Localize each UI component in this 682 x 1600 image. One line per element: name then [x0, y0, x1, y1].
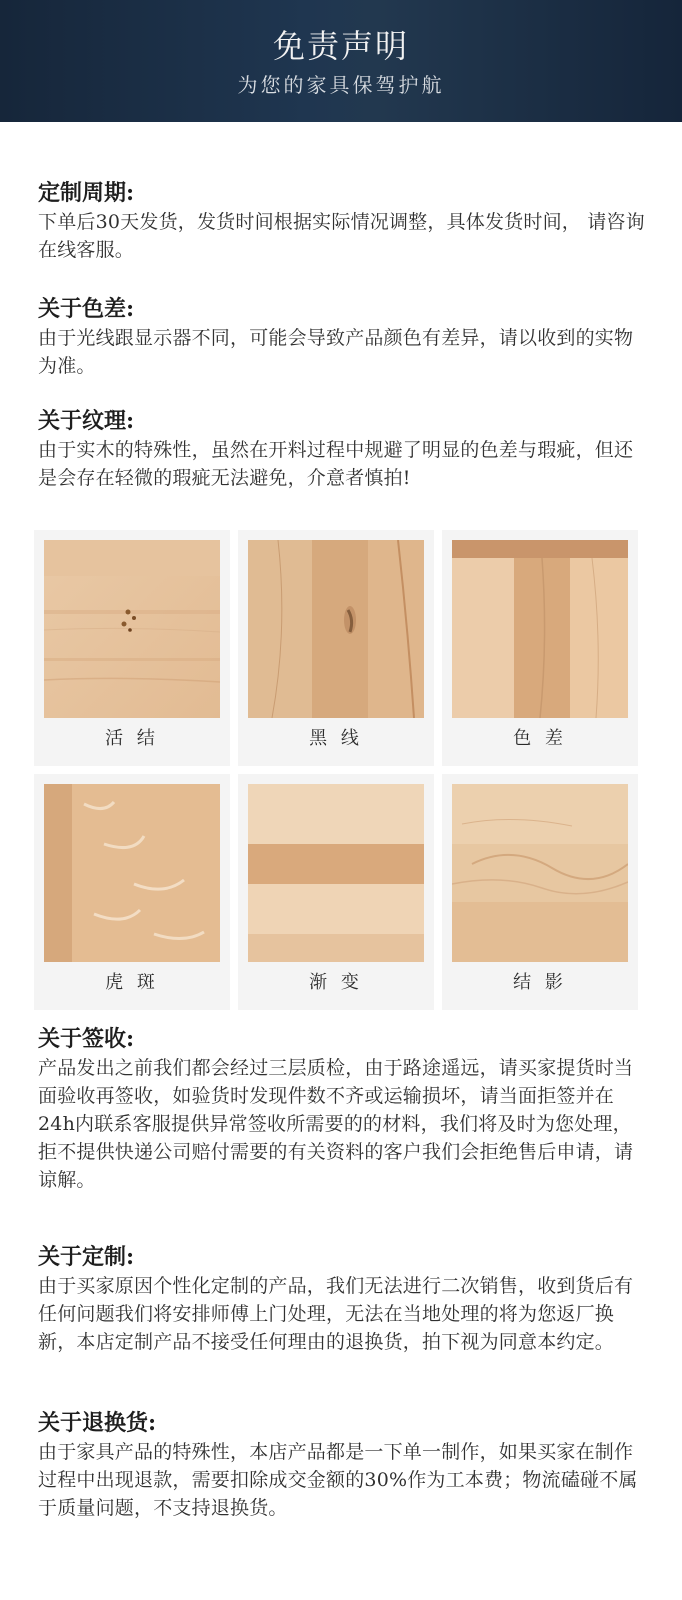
sample-card-color-difference [442, 530, 638, 766]
sample-card-knot-shadow [442, 774, 638, 1010]
section-body: 由于实木的特殊性，虽然在开料过程中规避了明显的色差与瑕疵，但还是会存在轻微的瑕疵无法避免，介意者慎拍! [38, 439, 634, 489]
sample-card-black-line [238, 530, 434, 766]
sample-label: 渐 变 [309, 972, 363, 993]
wood-tiger-stripe-photo [44, 784, 220, 962]
section-body: 产品发出之前我们都会经过三层质检，由于路途遥远，请买家提货时当面验收再签收，如验货时发现件数不齐或运输损坏，请当面拒签并在24h内联系客服提供异常签收所需要的的材料，我们将及时为您处理，拒不提供快递公司赔付需要的有关资料的客户我们会拒绝售后申请，请谅解。 [38, 1057, 634, 1191]
sample-card-tiger-stripe [34, 774, 230, 1010]
section-returns [38, 1408, 648, 1522]
section-receipt [38, 1024, 648, 1194]
section-title: 关于签收: [38, 1026, 135, 1052]
sample-card-gradient [238, 774, 434, 1010]
wood-black-line-photo [248, 540, 424, 718]
sample-label: 活 结 [105, 728, 159, 749]
section-title: 关于退换货: [38, 1410, 157, 1436]
page-subtitle: 为您的家具保驾护航 [237, 73, 445, 97]
section-customization [38, 1242, 648, 1356]
wood-gradient-photo [248, 784, 424, 962]
wood-sample-gallery [34, 530, 652, 1010]
sample-label: 黑 线 [309, 728, 363, 749]
section-custom-period [38, 178, 648, 264]
header-banner [0, 0, 682, 122]
wood-knot-photo [44, 540, 220, 718]
wood-color-difference-photo [452, 540, 628, 718]
sample-label: 虎 斑 [105, 972, 159, 993]
sample-label: 色 差 [513, 728, 567, 749]
sample-card-knot [34, 530, 230, 766]
section-body: 由于家具产品的特殊性，本店产品都是一下单一制作，如果买家在制作过程中出现退款，需要扣除成交金额的30%作为工本费；物流磕碰不属于质量问题，不支持退换货。 [38, 1441, 638, 1519]
section-body: 由于光线跟显示器不同，可能会导致产品颜色有差异，请以收到的实物为准。 [38, 327, 634, 377]
section-title: 关于定制: [38, 1244, 135, 1270]
section-texture [38, 406, 648, 492]
section-body: 由于买家原因个性化定制的产品，我们无法进行二次销售，收到货后有任何问题我们将安排师傅上门处理，无法在当地处理的将为您返厂换新，本店定制产品不接受任何理由的退换货，拍下视为同意本约定。 [38, 1275, 634, 1353]
section-title: 关于纹理: [38, 408, 135, 434]
page-title: 免责声明 [272, 27, 409, 65]
section-title: 关于色差: [38, 296, 135, 322]
section-color-difference [38, 294, 648, 380]
sample-label: 结 影 [513, 972, 567, 993]
wood-knot-shadow-photo [452, 784, 628, 962]
section-body: 下单后30天发货，发货时间根据实际情况调整，具体发货时间， 请咨询在线客服。 [38, 211, 645, 261]
section-title: 定制周期: [38, 180, 135, 206]
